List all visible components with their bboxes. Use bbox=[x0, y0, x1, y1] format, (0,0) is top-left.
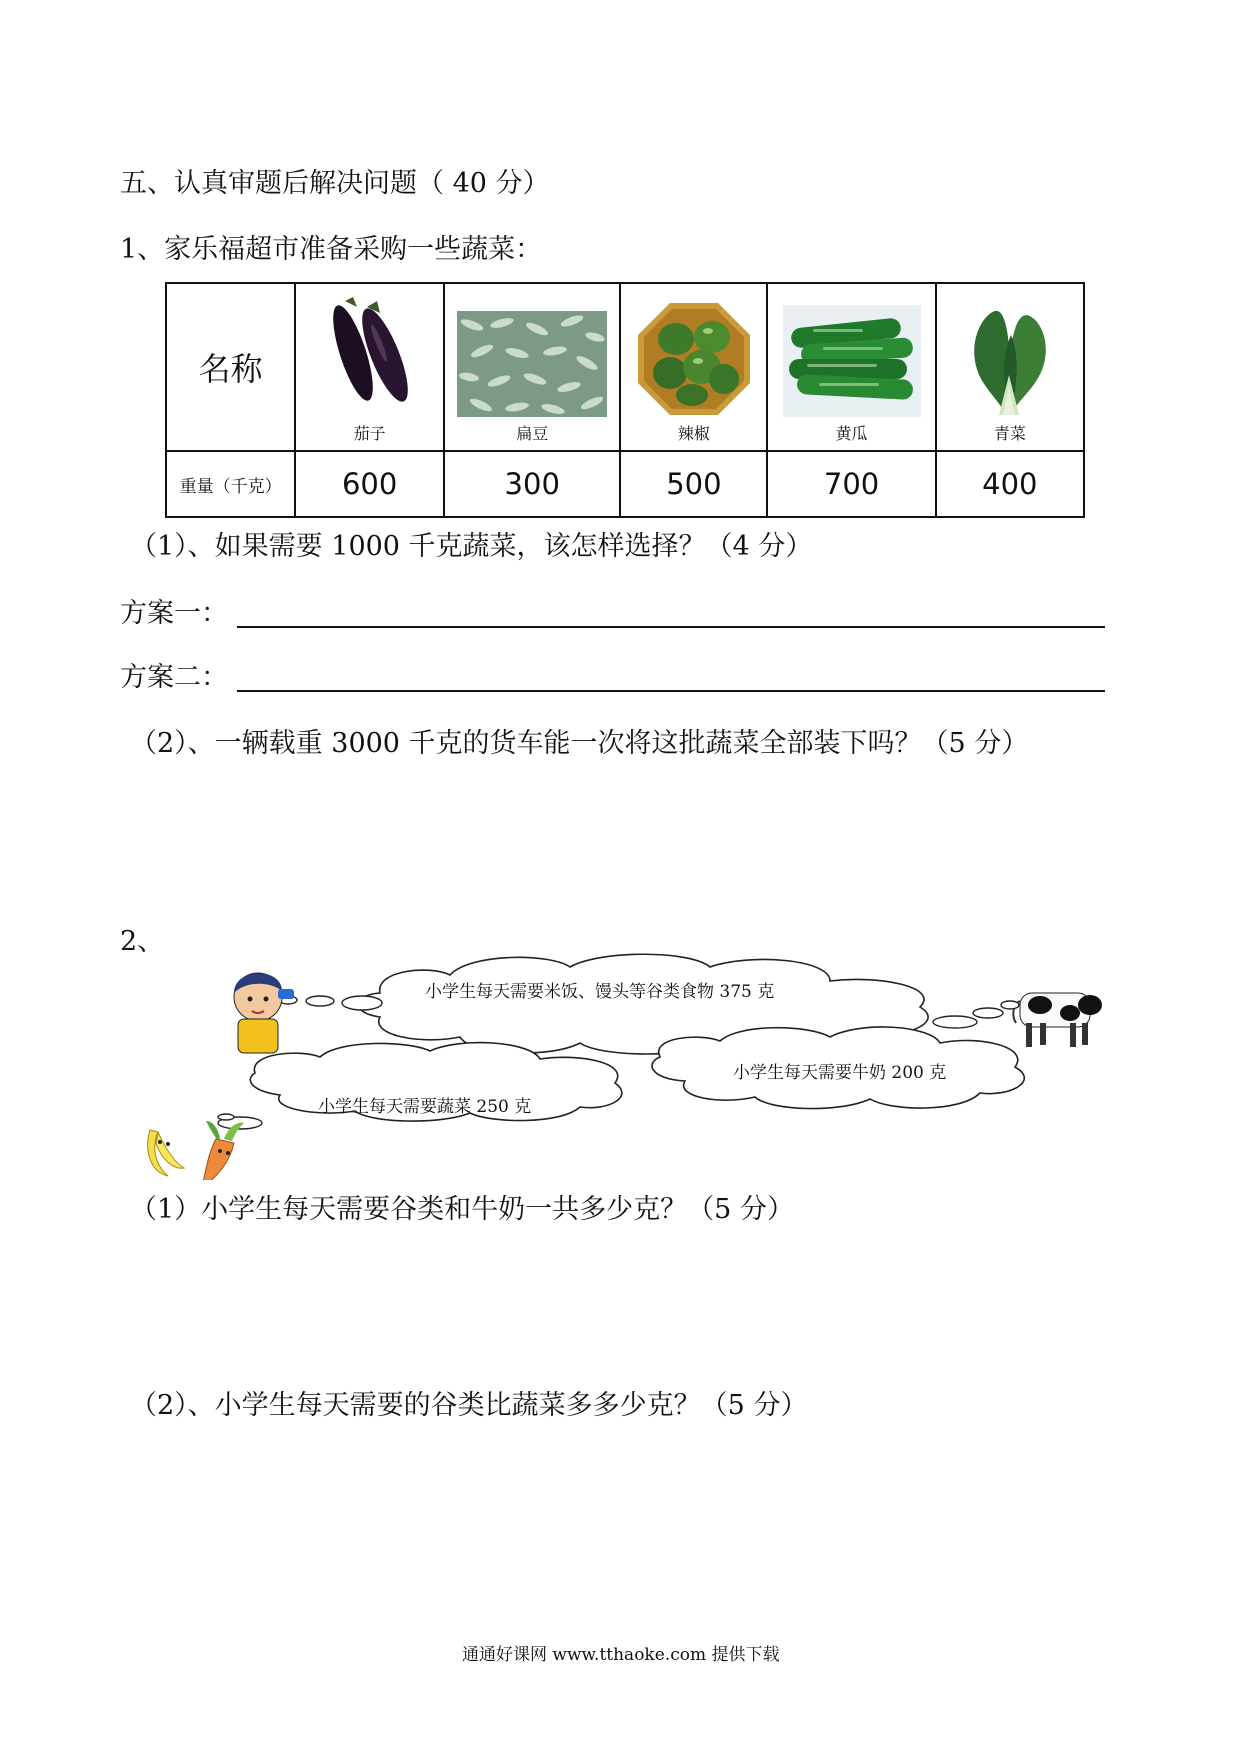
section-title: 五、认真审题后解决问题（ 40 分） bbox=[120, 168, 550, 199]
veg-name: 茄子 bbox=[353, 424, 386, 443]
veg-name: 扁豆 bbox=[516, 424, 549, 443]
cloud-veg-text: 小学生每天需要蔬菜 250 克 bbox=[318, 1097, 532, 1117]
eggplant-icon bbox=[315, 293, 425, 417]
carrot-icon bbox=[202, 1121, 244, 1180]
q1-sub1: （1）、如果需要 1000 千克蔬菜，该怎样选择？（4 分） bbox=[130, 531, 813, 562]
plan1-answer-line[interactable] bbox=[237, 626, 1105, 628]
plan2-answer-line[interactable] bbox=[237, 690, 1105, 692]
cloud-milk-text: 小学生每天需要牛奶 200 克 bbox=[733, 1063, 947, 1083]
bok-choy-icon bbox=[965, 305, 1055, 417]
weight-header: 重量（千克） bbox=[166, 451, 295, 517]
green-beans-icon bbox=[457, 311, 607, 417]
q2-sub1: （1）小学生每天需要谷类和牛奶一共多少克？（5 分） bbox=[130, 1194, 794, 1225]
veg-cell-eggplant bbox=[295, 283, 444, 451]
cloud-grain-tail bbox=[279, 996, 382, 1010]
vegetable-table bbox=[165, 282, 1085, 518]
cloud-grain-text: 小学生每天需要米饭、馒头等谷类食物 375 克 bbox=[425, 982, 775, 1002]
q1-sub2: （2）、一辆载重 3000 千克的货车能一次将这批蔬菜全部装下吗？（5 分） bbox=[130, 728, 1029, 759]
cucumber-icon bbox=[783, 305, 921, 417]
q2-sub2: （2）、小学生每天需要的谷类比蔬菜多多少克？（5 分） bbox=[130, 1390, 808, 1421]
pepper-icon bbox=[636, 301, 752, 417]
veg-cell-cucumber bbox=[767, 283, 935, 451]
veg-cell-pepper bbox=[620, 283, 767, 451]
veg-name: 辣椒 bbox=[677, 424, 710, 443]
cloud-milk-tail bbox=[933, 1001, 1019, 1028]
veg-name: 青菜 bbox=[993, 424, 1026, 443]
weight-value: 300 bbox=[444, 451, 620, 517]
boy-icon bbox=[234, 973, 294, 1053]
q1-intro: 1、家乐福超市准备采购一些蔬菜： bbox=[120, 234, 543, 265]
weight-value: 400 bbox=[936, 451, 1084, 517]
weight-value: 700 bbox=[767, 451, 935, 517]
plan2-label: 方案二： bbox=[120, 662, 228, 693]
veg-cell-beans bbox=[444, 283, 620, 451]
q2-number: 2、 bbox=[120, 926, 165, 957]
banana-icon bbox=[148, 1130, 184, 1176]
veg-cell-bokchoy bbox=[936, 283, 1084, 451]
weight-value: 600 bbox=[295, 451, 444, 517]
name-header: 名称 bbox=[166, 283, 295, 451]
veg-name: 黄瓜 bbox=[835, 424, 868, 443]
cow-icon bbox=[1013, 993, 1102, 1047]
footer-text: 通通好课网 www.tthaoke.com 提供下载 bbox=[462, 1645, 780, 1665]
weight-value: 500 bbox=[620, 451, 767, 517]
plan1-label: 方案一： bbox=[120, 598, 228, 629]
